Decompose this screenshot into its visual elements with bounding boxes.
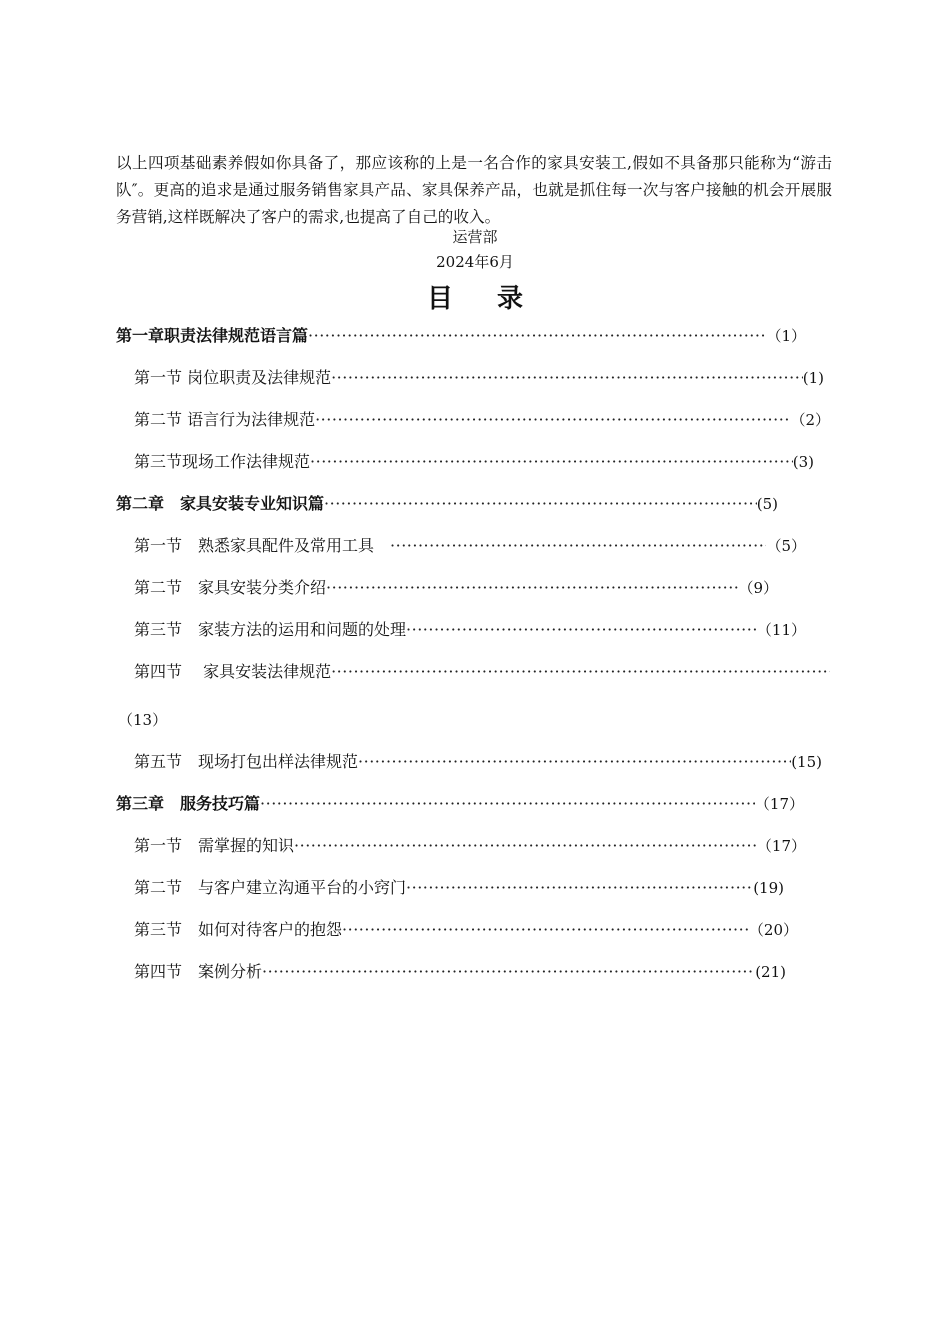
toc-section-label: 第四节 家具安装法律规范 <box>134 662 332 681</box>
toc-section-1-2[interactable] <box>134 409 830 431</box>
intro-paragraph: 以上四项基础素养假如你具备了，那应该称的上是一名合作的家具安装工,假如不具备那只能称为“游击队″。更高的追求是通过服务销售家具产品、家具保养产品，也就是抓住每一次与客户接触的机会开展服务营销,这样既解决了客户的需求,也提高了自己的收入。 <box>116 154 832 226</box>
toc-leader-dots <box>315 409 790 431</box>
toc-leader-dots <box>310 451 793 473</box>
toc-page-number: （20） <box>748 921 798 939</box>
toc-section-2-1[interactable] <box>134 535 806 557</box>
toc-leader-dots <box>358 751 791 773</box>
toc-leader-dots <box>260 793 755 815</box>
toc-section-2-4[interactable] <box>134 661 830 683</box>
toc-chapter-label: 第一章职责法律规范语言篇 <box>116 326 309 345</box>
toc-chapter-2[interactable] <box>116 493 778 515</box>
toc-chapter-label: 第二章 家具安装专业知识篇 <box>116 494 325 513</box>
toc-leader-dots <box>406 877 753 899</box>
document-date: 2024年6月 <box>436 253 514 271</box>
toc-section-label: 第二节 家具安装分类介绍 <box>134 578 327 597</box>
toc-section-label: 第二节 语言行为法律规范 <box>134 410 316 429</box>
toc-section-label: 第三节现场工作法律规范 <box>134 452 311 471</box>
toc-chapter-1[interactable] <box>116 325 806 347</box>
toc-section-3-3[interactable] <box>134 919 798 941</box>
toc-leader-dots <box>294 835 757 857</box>
toc-leader-dots <box>262 961 755 983</box>
toc-page-number: （1） <box>766 327 806 345</box>
toc-page-number: （2） <box>790 411 830 429</box>
toc-leader-dots <box>406 619 757 641</box>
toc-leader-dots <box>331 661 830 683</box>
toc-page-number: (15) <box>791 753 822 771</box>
toc-leader-dots <box>308 325 766 347</box>
toc-section-label: 第五节 现场打包出样法律规范 <box>134 752 359 771</box>
toc-section-label: 第一节 需掌握的知识 <box>134 836 295 855</box>
toc-chapter-label: 第三章 服务技巧篇 <box>116 794 261 813</box>
toc-page-number-wrapped: （13） <box>118 711 168 729</box>
toc-page-number: （17） <box>754 795 804 813</box>
toc-page-number: （9） <box>738 579 778 597</box>
department-signature: 运营部 <box>452 228 498 246</box>
toc-section-3-4[interactable] <box>134 961 786 983</box>
toc-section-2-5[interactable] <box>134 751 822 773</box>
toc-page-number: (21) <box>755 963 786 981</box>
toc-page-number: (5) <box>756 495 778 513</box>
toc-page-number: (19) <box>753 879 784 897</box>
toc-leader-dots <box>326 577 738 599</box>
toc-page-number: （17） <box>756 837 806 855</box>
toc-section-3-1[interactable] <box>134 835 806 857</box>
toc-leader-dots <box>324 493 757 515</box>
toc-section-label: 第一节 岗位职责及法律规范 <box>134 368 332 387</box>
toc-page-number: （11） <box>756 621 806 639</box>
toc-section-label: 第一节 熟悉家具配件及常用工具 <box>134 536 391 555</box>
toc-section-label: 第四节 案例分析 <box>134 962 263 981</box>
toc-leader-dots <box>390 535 766 557</box>
toc-section-label: 第三节 家装方法的运用和问题的处理 <box>134 620 407 639</box>
toc-page-number: (3) <box>792 453 814 471</box>
toc-page-number: （5） <box>766 537 806 555</box>
toc-section-1-3[interactable] <box>134 451 814 473</box>
toc-section-2-2[interactable] <box>134 577 778 599</box>
toc-section-3-2[interactable] <box>134 877 784 899</box>
toc-leader-dots <box>342 919 749 941</box>
toc-section-1-1[interactable] <box>134 367 824 389</box>
toc-page-number: (1) <box>802 369 824 387</box>
toc-section-label: 第二节 与客户建立沟通平台的小窍门 <box>134 878 407 897</box>
toc-chapter-3[interactable] <box>116 793 804 815</box>
toc-title: 目录 <box>426 284 567 314</box>
toc-leader-dots <box>331 367 803 389</box>
toc-section-2-3[interactable] <box>134 619 806 641</box>
toc-section-label: 第三节 如何对待客户的抱怨 <box>134 920 343 939</box>
